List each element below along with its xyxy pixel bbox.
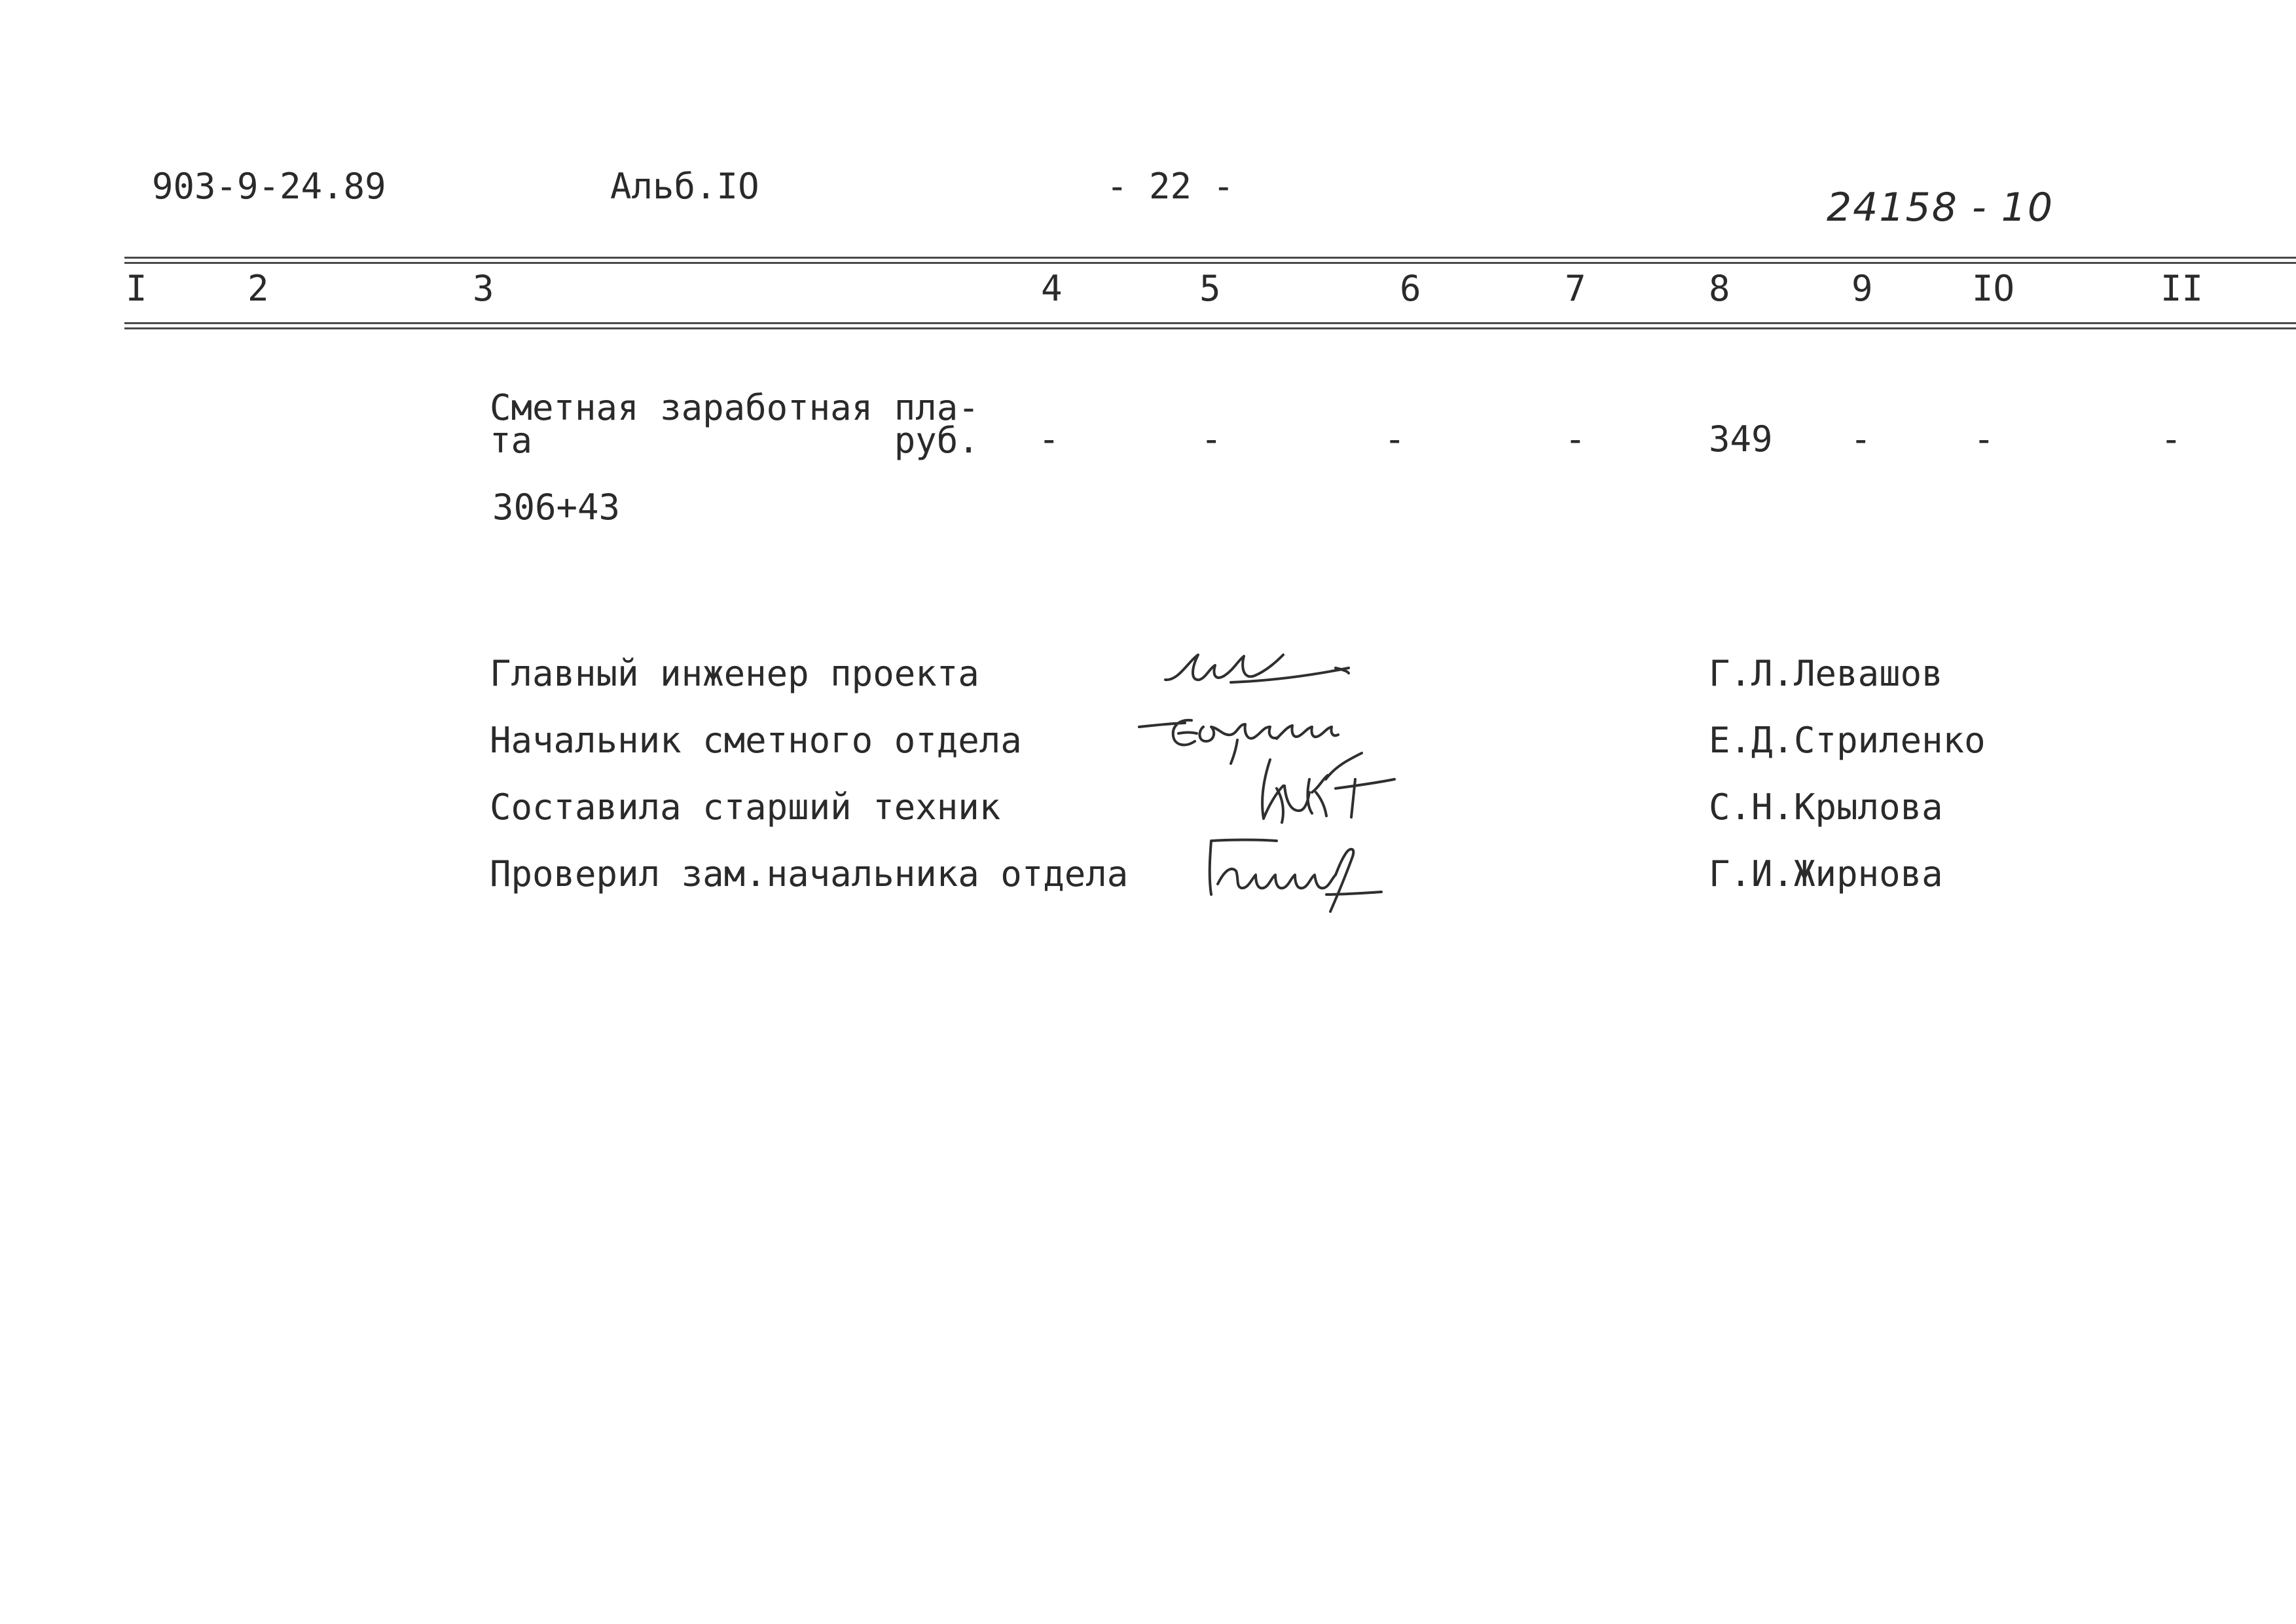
album-number: Альб.IO bbox=[610, 166, 759, 207]
signature-title-estimate-head: Начальник сметного отдела bbox=[490, 720, 1022, 761]
cell-col-11: - bbox=[2160, 418, 2182, 460]
signature-name-chief-engineer: Г.Л.Левашов bbox=[1709, 653, 1943, 694]
column-number-6: 6 bbox=[1400, 268, 1421, 309]
column-number-8: 8 bbox=[1709, 268, 1730, 309]
column-number-10: IO bbox=[1972, 268, 2015, 309]
row-name-line-1: Сметная заработная пла- bbox=[490, 387, 979, 428]
column-number-7: 7 bbox=[1565, 268, 1586, 309]
column-number-5: 5 bbox=[1199, 268, 1221, 309]
column-number-3: 3 bbox=[473, 268, 494, 309]
table-header-bottom-rule-inner bbox=[124, 327, 2296, 329]
cell-col-6: - bbox=[1384, 418, 1406, 460]
column-number-1: I bbox=[126, 268, 147, 309]
table-header-bottom-rule bbox=[124, 322, 2296, 324]
signature-title-chief-engineer: Главный инженер проекта bbox=[490, 653, 979, 694]
cell-col-10: - bbox=[1973, 418, 1995, 460]
cell-col-7: - bbox=[1565, 418, 1586, 460]
column-number-9: 9 bbox=[1851, 268, 1873, 309]
page-number: - 22 - bbox=[1106, 166, 1235, 207]
cell-col-8: 349 bbox=[1709, 418, 1773, 460]
signature-name-senior-technician: С.Н.Крылова bbox=[1709, 786, 1943, 828]
handwritten-signature-4 bbox=[1198, 832, 1447, 923]
handwritten-inventory-number: 24158 - 10 bbox=[1827, 185, 2054, 231]
column-number-2: 2 bbox=[247, 268, 269, 309]
table-top-rule-inner bbox=[124, 262, 2296, 264]
signature-name-deputy-head: Г.И.Жирнова bbox=[1709, 853, 1943, 895]
column-number-4: 4 bbox=[1041, 268, 1063, 309]
cell-col-4: - bbox=[1038, 418, 1060, 460]
signature-title-deputy-head: Проверил зам.начальника отдела bbox=[490, 853, 1129, 895]
signature-name-estimate-head: Е.Д.Стриленко bbox=[1709, 720, 1986, 761]
table-top-rule bbox=[124, 257, 2296, 259]
column-number-11: II bbox=[2160, 268, 2204, 309]
handwritten-signature-1 bbox=[1152, 642, 1375, 701]
row-name-line-2: та руб. bbox=[490, 420, 979, 461]
signature-title-senior-technician: Составила старший техник bbox=[490, 786, 1001, 828]
handwritten-signature-3 bbox=[1244, 740, 1460, 832]
row-formula: 306+43 bbox=[492, 487, 621, 528]
cell-col-5: - bbox=[1201, 418, 1222, 460]
cell-col-9: - bbox=[1850, 418, 1872, 460]
document-code: 903-9-24.89 bbox=[152, 166, 386, 207]
